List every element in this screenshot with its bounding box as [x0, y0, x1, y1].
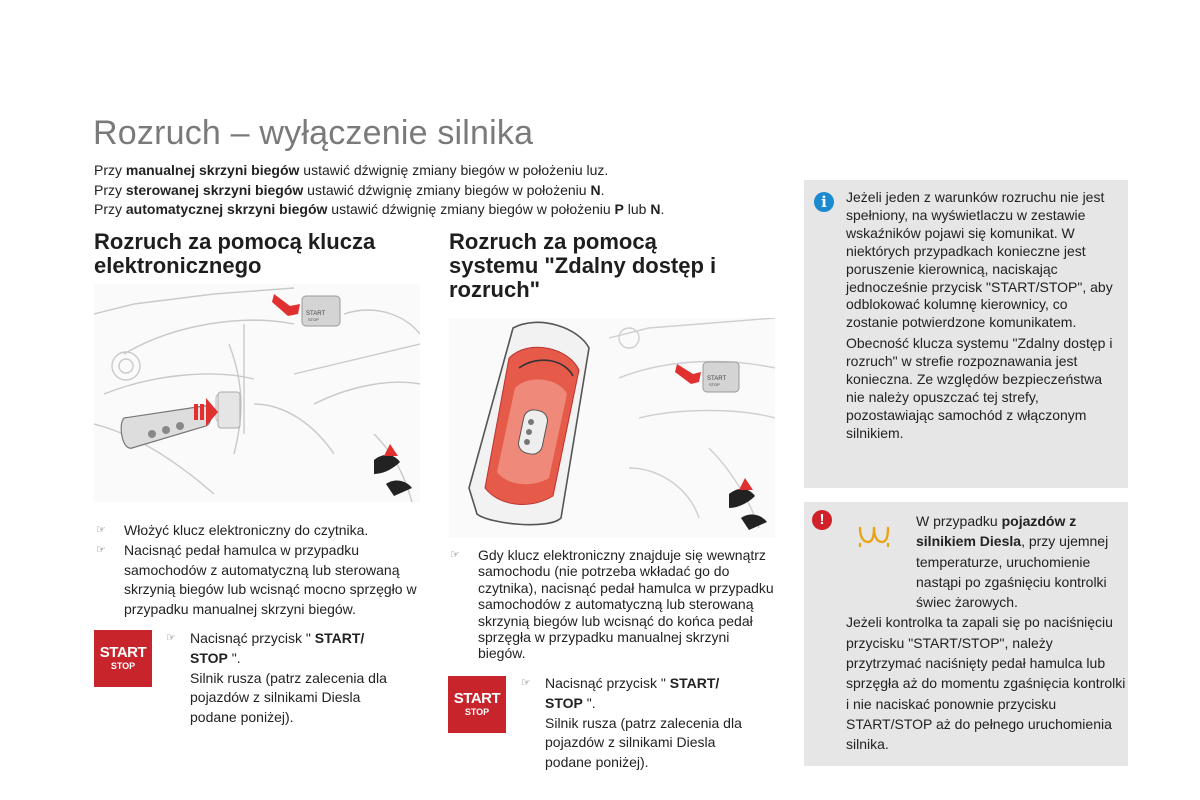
- info-panel: [804, 180, 1128, 488]
- list-item: ☞ Nacisnąć przycisk " START/ STOP ".: [521, 675, 720, 711]
- start-label-small: START: [707, 376, 727, 382]
- arrow-icon: [272, 294, 300, 316]
- pointing-hand-icon: ☞: [521, 677, 531, 689]
- car-top-view-icon: [469, 322, 589, 524]
- info-paragraph-2: Obecność klucza systemu "Zdalny dostęp i rozruch" w strefie rozpoznawania jest konieczna. Ze względów bezpieczeństwa nie należy opuszczać tej strefy, pozostawiając samochód z włączonym silnikiem.: [846, 335, 1113, 441]
- intro-line-automatic: Przy automatycznej skrzyni biegów ustawić dźwignię zmiany biegów w położeniu P lub N.: [94, 201, 665, 217]
- intro-line-manual: Przy manualnej skrzyni biegów ustawić dźwignię zmiany biegów w położeniu luz.: [94, 162, 609, 178]
- stop-label-small: STOP: [308, 317, 319, 322]
- list-item: ☞ Włożyć klucz elektroniczny do czytnika.: [96, 521, 426, 541]
- dashboard-key-reader-illustration: [94, 284, 420, 502]
- info-panel-text: [846, 189, 1120, 443]
- brake-pedal-icon: [374, 444, 412, 496]
- start-label-small: START: [306, 311, 326, 317]
- brake-pedal-icon: [729, 478, 767, 530]
- start-stop-button-icon: START STOP: [448, 676, 506, 733]
- keyless-car-illustration: [449, 318, 775, 538]
- intro-line-sequential: Przy sterowanej skrzyni biegów ustawić dźwignię zmiany biegów w położeniu N.: [94, 181, 605, 198]
- list-item: ☞ Nacisnąć pedał hamulca w przypadku samochodów z automatyczną lub sterowaną skrzynią biegów lub wcisnąć mocno sprzęgło w przypadku manualnej skrzyni biegów.: [96, 541, 417, 618]
- warning-panel: [804, 502, 1128, 766]
- info-icon: i: [814, 192, 834, 212]
- right-instructions: [450, 547, 780, 662]
- warning-intro: W przypadku pojazdów z silnikiem Diesla, przy ujemnej temperaturze, uruchomienie nastąpi po zgaśnięciu kontrolki świec żarowych.: [916, 513, 1109, 611]
- left-instructions: [96, 521, 426, 620]
- engine-start-note: Silnik rusza (patrz zalecenia dla pojazdów z silnikami Diesla podane poniżej).: [545, 714, 742, 771]
- list-item: ☞ Gdy klucz elektroniczny znajduje się wewnątrz samochodu (nie potrzeba wkładać go do czytnika), nacisnąć pedał hamulca w przypadku samochodów z automatyczną lub sterowaną skrzynią biegów lub wcisnąć do końca pedał sprzęgła w przypadku manualnej skrzyni biegów.: [450, 547, 774, 662]
- warning-paragraph-2: Jeżeli kontrolka ta zapali się po naciśnięciu przycisku "START/STOP", należy przytrzymać naciśnięty pedał hamulca lub sprzęgła aż do momentu zgaśnięcia kontrolki i nie naciskać ponownie przycisku START/STOP aż do pełnego uruchomienia silnika.: [846, 614, 1126, 753]
- section-heading-keyless-system: Rozruch za pomocą systemu "Zdalny dostęp i rozruch": [449, 229, 717, 302]
- section-heading-electronic-key: Rozruch za pomocą klucza elektronicznego: [94, 229, 376, 278]
- left-start-step: [166, 629, 406, 728]
- engine-start-note: Silnik rusza (patrz zalecenia dla pojazdów z silnikami Diesla podane poniżej).: [190, 669, 387, 726]
- info-paragraph-1: Jeżeli jeden z warunków rozruchu nie jest spełniony, na wyświetlaczu w zestawie wskaźników pojawi się komunikat. W niektórych przypadkach konieczne jest poruszenie kierownicą, naciskając jednocześnie przycisk "START/STOP", aby odblokować kolumnę kierownicy, co zostanie potwierdzone komunikatem.: [846, 189, 1113, 331]
- intro-text: [94, 161, 664, 220]
- pointing-hand-icon: ☞: [96, 524, 106, 536]
- warning-icon: !: [812, 510, 832, 530]
- start-stop-button-icon: START STOP: [94, 630, 152, 687]
- list-item: ☞ Nacisnąć przycisk " START/ STOP ".: [166, 630, 365, 666]
- arrow-icon: [675, 364, 701, 384]
- right-start-step: [521, 674, 761, 773]
- pointing-hand-icon: ☞: [166, 632, 176, 644]
- pointing-hand-icon: ☞: [450, 549, 460, 561]
- stop-label-small: STOP: [709, 382, 720, 387]
- pointing-hand-icon: ☞: [96, 543, 106, 556]
- warning-panel-text: [846, 511, 1128, 755]
- key-reader: [218, 392, 240, 428]
- page-title: Rozruch – wyłączenie silnika: [93, 114, 534, 152]
